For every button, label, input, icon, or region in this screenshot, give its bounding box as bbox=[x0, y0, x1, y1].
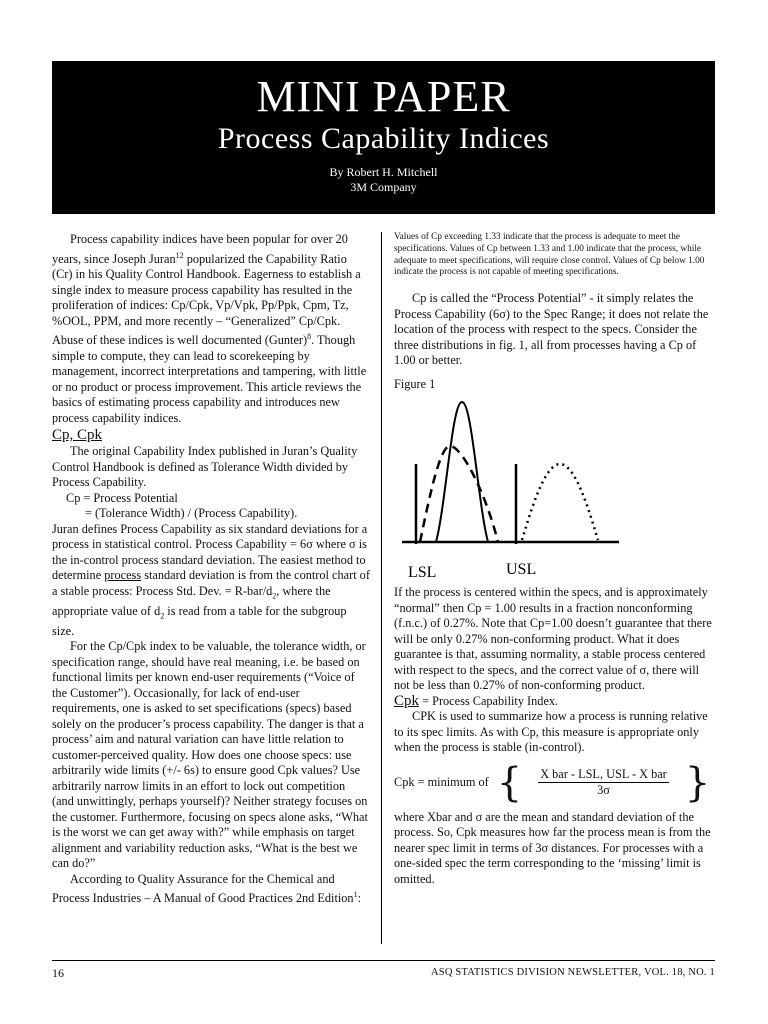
article-title: Process Capability Indices bbox=[217, 122, 550, 155]
definition-line: = (Tolerance Width) / (Process Capability). bbox=[85, 506, 298, 521]
paragraph: where Xbar and σ are the mean and standard deviation of the process. So, Cpk measures how far the process mean is from the nearer spec limit in terms of 3σ distances. For processes with a one-sided spec the term corresponding to the ‘missing’ limit is omitted. bbox=[394, 809, 711, 886]
column-divider bbox=[381, 232, 382, 944]
formula-numerator: X bar - LSL, USL - X bar bbox=[538, 767, 669, 784]
figure-1-distributions bbox=[394, 394, 714, 579]
journal-footer: ASQ STATISTICS DIVISION NEWSLETTER, VOL. 18, NO. 1 bbox=[431, 967, 715, 978]
shifted-curve bbox=[522, 464, 598, 540]
intro-paragraph: Process capability indices have been popular for over 20 years, since Joseph Juran$^{12}$ popularized the Capability Ratio (Cr) in his Quality Control Handbook. Eagerness to establish a single index to measure process capability has resulted in the proliferation of indices: Cp/Cpk, Vp/Vpk, Pp/Ppk, Cpm, Tz, %OOL, PPM, and more recently – “Generalized” Cp/Cpk. Abuse of these indices is well documented (Gunter)$^8$. Though simple to compute, they can lead to scorekeeping by management, incorrect interpretations and tampering, with little or no product or process improvement. This article reviews the basics of estimating process capability and introduces new process capability indices. bbox=[52, 232, 367, 425]
paragraph: If the process is centered within the specs, and is approximately “normal” then Cp = 1.00 results in a fraction nonconforming (f.n.c.) of 0.27%. Note that Cp=1.00 doesn’t guarantee that there will be only 0.27% non-conforming product. What it does guarantee is that, assuming normality, a stable process centered with respect to the specs, and the correct value of σ, there will not be less than 0.27% of non-conforming product. bbox=[394, 585, 712, 693]
definition-line: Cp = Process Potential bbox=[66, 490, 178, 505]
paragraph: Cp is called the “Process Potential” - it simply relates the Process Capability (6σ) to the Spec Range; it does not relate the location of the process with respect to the specs. Consider the three distributions in fig. 1, all from processes having a Cp of 1.00 or better. bbox=[394, 291, 709, 368]
right-column bbox=[394, 232, 714, 887]
paragraph: For the Cp/Cpk index to be valuable, the tolerance width, or specification range, should have real meaning, i.e. be based on functional limits per known end-user requirements (“Voice of the Customer”). Occasionally, for lack of end-user requirements, one is asked to set specifications (specs) based solely on the producer’s process capability. The danger is that a process’ aim and natural variation can have little relation to customer-perceived quality. How does one choose specs: use arbitrarily wide limits (+/- 6s) to ensure good Cpk values? Use arbitrarily narrow limits in an effort to lock out competition (and unwittingly, perhaps yourself)? Neither strategy focuses on the customer. Furthermore, focusing on specs alone asks, “What is the worst we can get away with?” while emphasis on target alignment and variability reduction asks, “What is the best we can do?” bbox=[52, 639, 368, 871]
paragraph: Juran defines Process Capability as six standard deviations for a process in statistical control. Process Capability = 6σ where σ is the in-control process standard deviation. The easiest method to determine process standard deviation is from the control chart of a stable process: Process Std. Dev. = $R-bar/d_2$, where the appropriate value of $d_2$ is read from a table for the subgroup size. bbox=[52, 521, 370, 638]
wide-curve bbox=[420, 446, 498, 542]
quoted-excerpt: Values of Cp exceeding 1.33 indicate that the process is adequate to meet the specifications. Values of Cp between 1.33 and 1.00 indicate that the process, while adequate to meet specifications, will require close control. Values of Cp below 1.00 indicate the process is not capable of meeting specifications. bbox=[394, 232, 705, 278]
left-column bbox=[52, 232, 370, 907]
usl-label: USL bbox=[506, 561, 537, 579]
formula-lhs: Cpk = minimum of bbox=[394, 774, 489, 789]
figure-label: Figure 1 bbox=[394, 376, 436, 391]
left-brace: { bbox=[496, 759, 523, 806]
page-number: 16 bbox=[52, 966, 64, 980]
section-heading-cpk: Cpk = Process Capability Index. bbox=[394, 692, 559, 709]
cpk-formula bbox=[394, 759, 714, 806]
paragraph: According to Quality Assurance for the Chemical and Process Industries – A Manual of Good Practices 2nd Edition$^1$: bbox=[52, 871, 361, 906]
formula-denominator: 3σ bbox=[597, 783, 610, 798]
centered-curve bbox=[436, 402, 488, 542]
page-title: MINI PAPER bbox=[256, 72, 511, 121]
paragraph: CPK is used to summarize how a process is running relative to its spec limits. As with Cp, this measure is appropriate only when the process is stable (in-control). bbox=[394, 709, 708, 755]
formula-fraction bbox=[538, 767, 669, 799]
section-heading-cp-cpk: Cp, Cpk bbox=[52, 427, 103, 444]
paragraph: The original Capability Index published in Juran’s Quality Control Handbook is defined as Tolerance Width divided by Process Capability. bbox=[52, 444, 358, 490]
footer-rule bbox=[52, 960, 715, 961]
lsl-label: LSL bbox=[408, 564, 437, 580]
affiliation-line: 3M Company bbox=[350, 180, 417, 194]
right-brace: } bbox=[684, 759, 711, 806]
title-banner bbox=[52, 61, 715, 214]
author-line: By Robert H. Mitchell bbox=[329, 165, 438, 179]
